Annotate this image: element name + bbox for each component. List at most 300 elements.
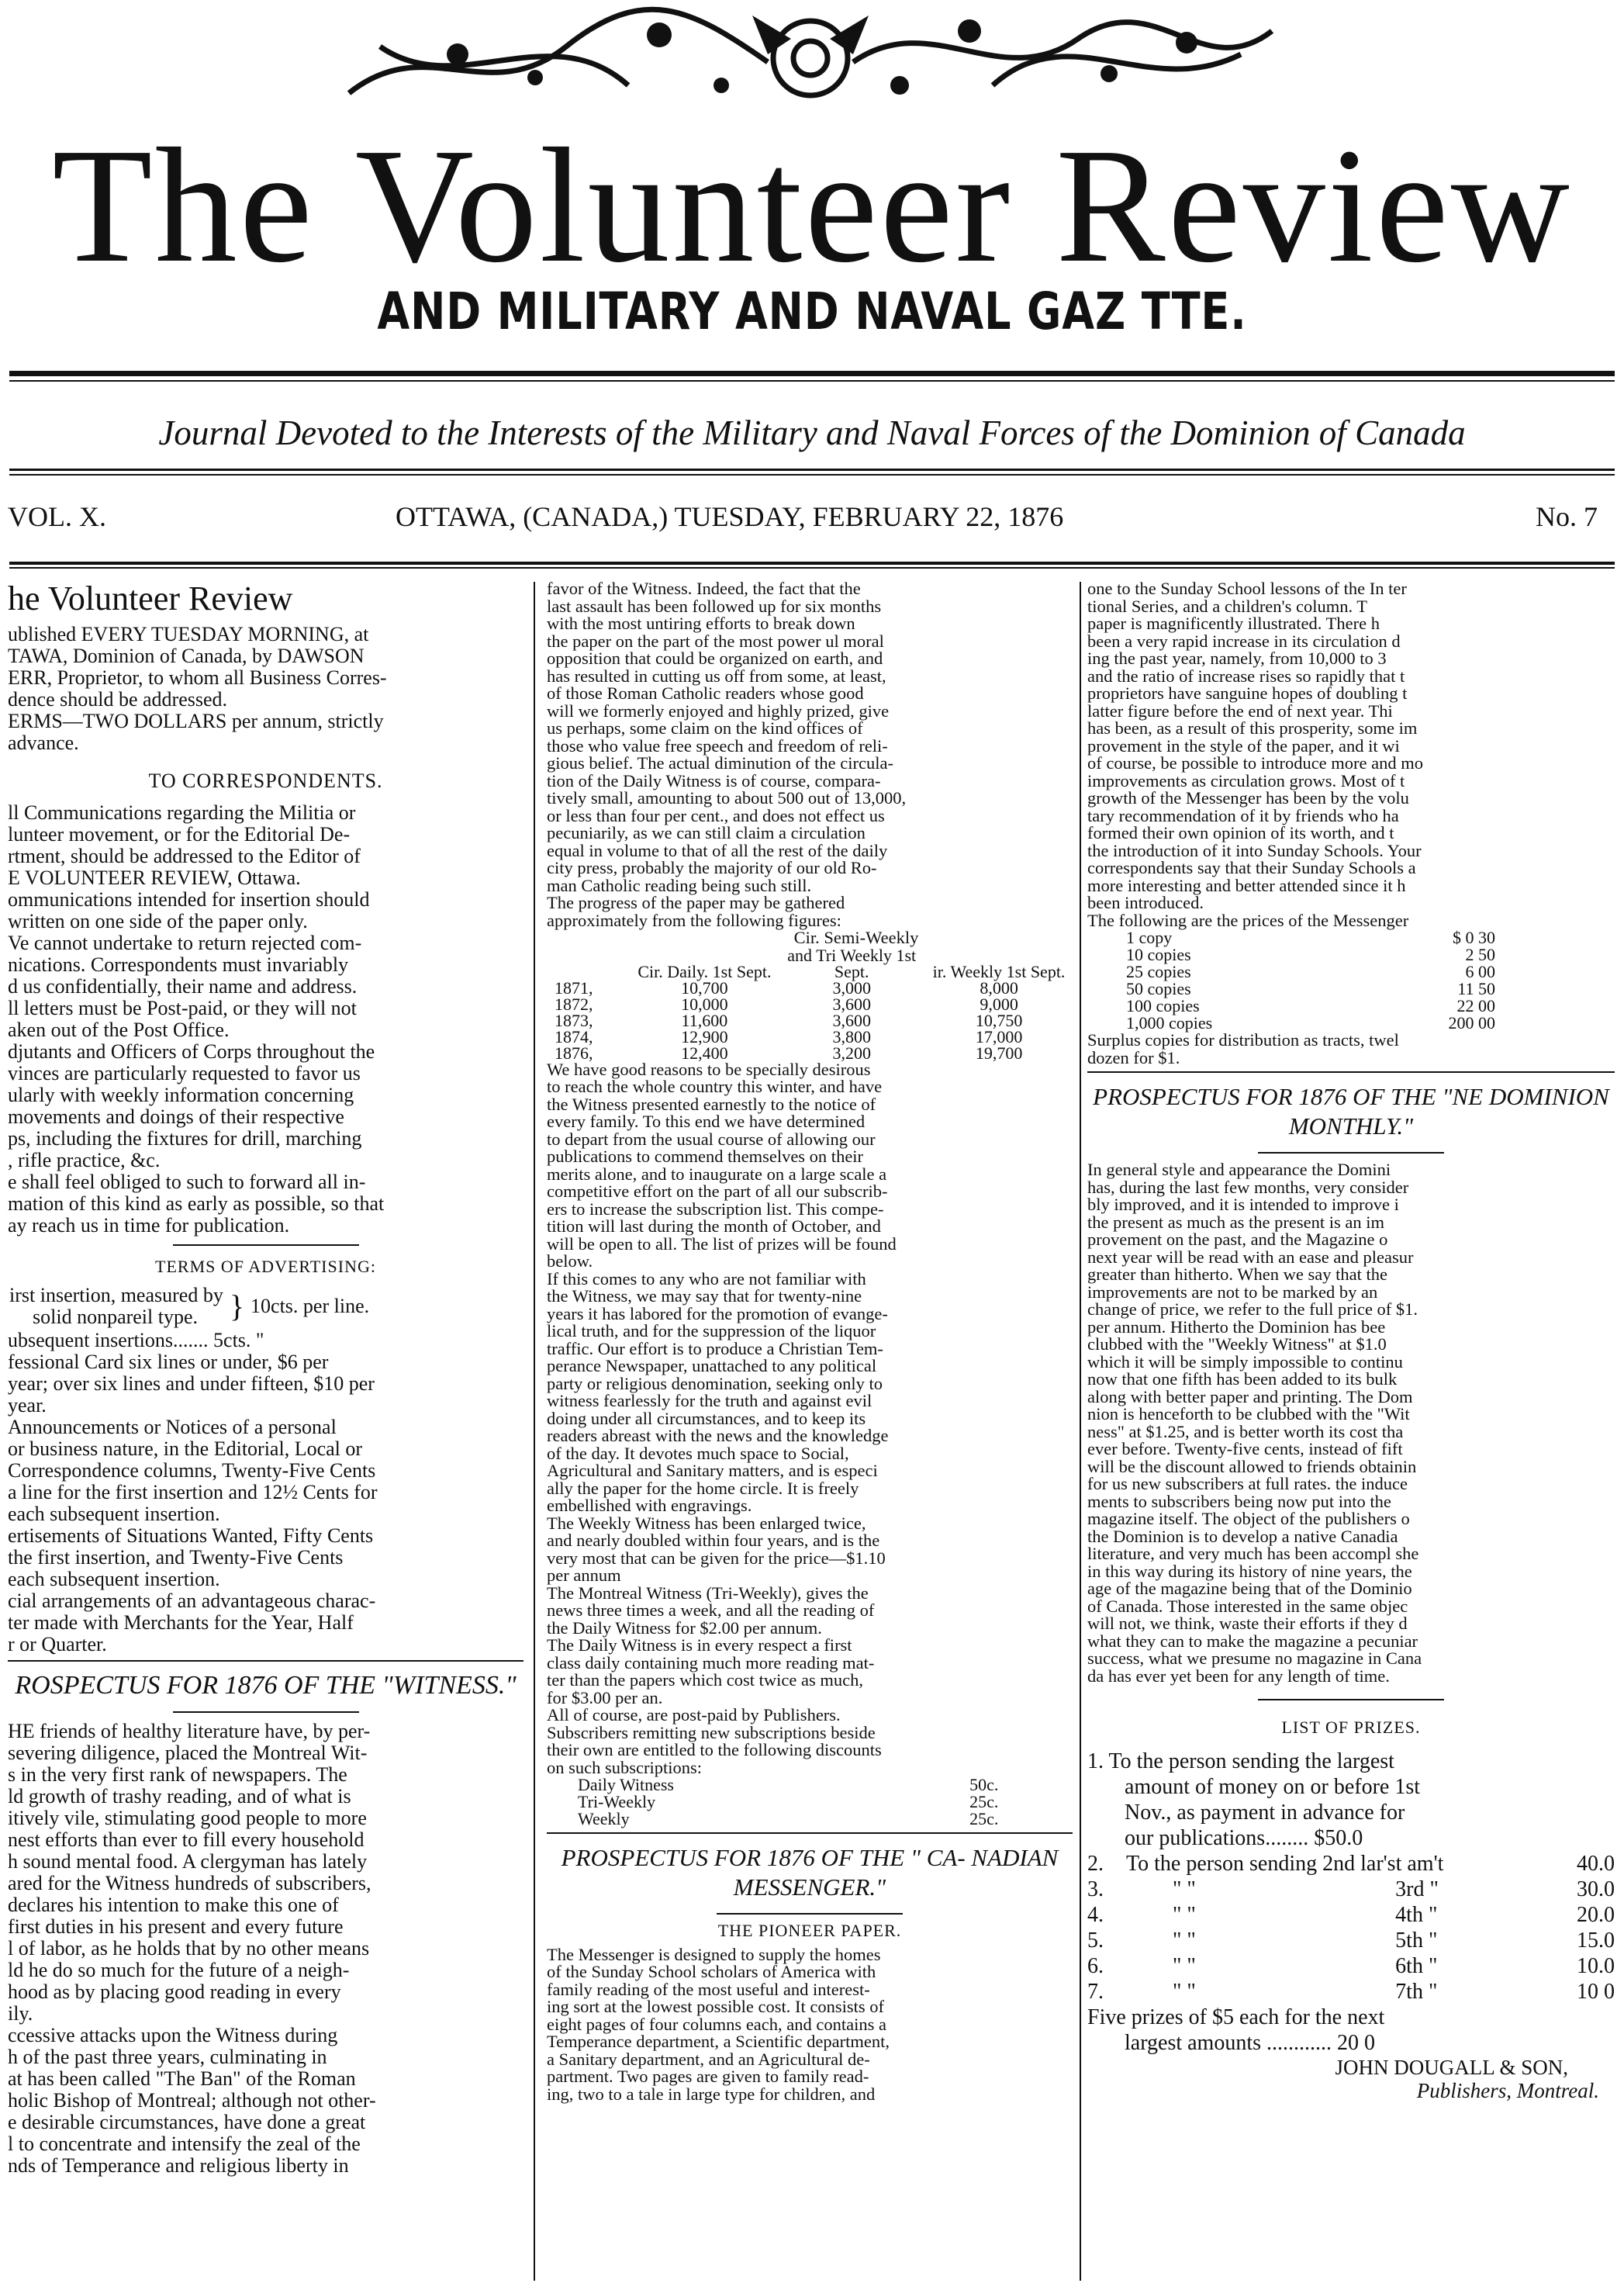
text-line: bly improved, and it is intended to improve i xyxy=(1087,1195,1399,1214)
text-line: will we formerly enjoyed and highly prized, give xyxy=(547,700,890,721)
text-line: to reach the whole country this winter, and have xyxy=(547,1077,883,1096)
masthead-ornament xyxy=(333,0,1287,109)
brace: } xyxy=(229,1289,245,1323)
dateline xyxy=(8,495,1613,538)
table-cell: 200 00 xyxy=(1448,1013,1495,1033)
table-cell: 10.0 xyxy=(1577,1954,1615,1978)
correspondents-block xyxy=(8,802,523,1237)
table-row xyxy=(1126,981,1495,998)
table-cell: 11 50 xyxy=(1457,979,1495,998)
table-cell: 3,200 xyxy=(832,1043,871,1063)
table-cell: 9,000 xyxy=(980,994,1018,1014)
table-cell: 3,600 xyxy=(832,994,871,1014)
witness-continued-block xyxy=(547,580,1073,929)
text-line: those who value free speech and freedom of reli- xyxy=(547,735,888,756)
text-line: paper is magnificently illustrated. There h xyxy=(1087,614,1380,633)
column-divider xyxy=(1080,582,1081,2281)
table-cell: 30.0 xyxy=(1577,1877,1615,1901)
text-line: provement on the past, and the Magazine o xyxy=(1087,1230,1388,1249)
advertising-rates xyxy=(8,1283,371,1330)
table-row xyxy=(547,1045,1073,1061)
text-line: the Dominion is to develop a native Canadia xyxy=(1087,1526,1398,1546)
text-line: pecuniarily, as we can still claim a circulation xyxy=(547,823,866,842)
text-line: the introduction of it into Sunday Schools. Your xyxy=(1087,840,1422,860)
text-line: Nov., as payment in advance for xyxy=(1125,1801,1405,1825)
text-line: in this way during its history of nine years, the xyxy=(1087,1561,1412,1581)
text-line: ter made with Merchants for the Year, Half xyxy=(8,1611,354,1634)
dominion-block xyxy=(1087,1161,1615,1685)
text-line: equal in volume to that of all the rest of the daily xyxy=(547,840,888,860)
table-cell: 3. xyxy=(1087,1877,1104,1901)
text-line: a Sanitary department, and an Agricultural de- xyxy=(547,2049,870,2069)
table-row xyxy=(1087,1851,1615,1877)
text-line: the paper on the part of the most power ul moral xyxy=(547,631,884,651)
text-line: and the ratio of increase rises so rapidly that t xyxy=(1087,666,1405,686)
text-line: tion of the Daily Witness is of course, compara- xyxy=(547,770,881,790)
text-line: solid nonpareil type. xyxy=(33,1306,199,1328)
text-line: ily. xyxy=(8,2002,33,2025)
table-header-row xyxy=(547,947,1073,980)
text-line: Announcements or Notices of a personal xyxy=(8,1416,337,1438)
table-row xyxy=(1126,963,1495,981)
text-line: success, what we presume no magazine in Cana xyxy=(1087,1648,1422,1668)
text-line: ally the paper for the home circle. It is freely xyxy=(547,1478,859,1498)
text-line: nications. Correspondents must invariably xyxy=(8,953,349,976)
table-cell: 1,000 copies xyxy=(1126,1013,1213,1033)
column-3 xyxy=(1087,580,1615,2279)
text-line: year. xyxy=(8,1394,47,1417)
text-line: l to concentrate and intensify the zeal of the xyxy=(8,2133,361,2155)
text-line: improvements as circulation grows. Most of t xyxy=(1087,770,1405,790)
text-line: Temperance department, a Scientific department, xyxy=(547,2032,890,2051)
table-cell: 1873, xyxy=(555,1010,593,1030)
text-line: severing diligence, placed the Montreal Wit- xyxy=(8,1742,368,1764)
text-line: ommunications intended for insertion should xyxy=(8,888,370,911)
text-line: now that one fifth has been added to its bulk xyxy=(1087,1369,1398,1389)
text-line: declares his intention to make this one of xyxy=(8,1894,339,1916)
divider xyxy=(717,1913,903,1915)
text-line: for $3.00 per an. xyxy=(547,1687,663,1707)
circulation-table xyxy=(547,947,1073,1061)
table-row xyxy=(1087,1928,1615,1953)
text-line: ever before. Twenty-five cents, instead of fift xyxy=(1087,1439,1403,1458)
text-line: for us new subscribers at full rates. the induce xyxy=(1087,1474,1408,1493)
text-line: greater than hitherto. When we say that the xyxy=(1087,1264,1387,1284)
text-line: irst insertion, measured by xyxy=(9,1284,223,1306)
text-line: been introduced. xyxy=(1087,893,1204,912)
text-line: advance. xyxy=(8,732,79,754)
text-line: written on one side of the paper only. xyxy=(8,910,308,932)
text-line: The Daily Witness is in every respect a first xyxy=(547,1635,852,1655)
text-line: provement in the style of the paper, and it wi xyxy=(1087,735,1400,756)
table-row xyxy=(578,1794,998,1811)
table-row xyxy=(1087,1877,1615,1902)
messenger-block xyxy=(547,1946,1073,2104)
table-cell: 4. xyxy=(1087,1903,1104,1927)
table-cell: 20.0 xyxy=(1577,1903,1615,1927)
text-line: one to the Sunday School lessons of the In ter xyxy=(1087,580,1407,598)
table-cell: 11,600 xyxy=(681,1010,728,1030)
table-cell: 10,750 xyxy=(975,1010,1023,1030)
text-line: city press, probably the majority of our old Ro- xyxy=(547,858,877,877)
table-cell: To the person sending 2nd lar'st am't xyxy=(1126,1852,1444,1876)
table-cell: 17,000 xyxy=(975,1026,1023,1046)
text-line: ments to subscribers being now put into the xyxy=(1087,1491,1391,1511)
table-cell: 7. xyxy=(1087,1980,1104,2004)
text-line: E VOLUNTEER REVIEW, Ottawa. xyxy=(8,867,301,889)
rule xyxy=(9,567,1615,569)
table-cell: 19,700 xyxy=(975,1043,1023,1063)
text-line: mation of this kind as early as possible, so that xyxy=(8,1192,385,1215)
table-row xyxy=(1087,1953,1615,1979)
text-line: formed their own opinion of its worth, and t xyxy=(1087,823,1394,842)
text-line: HE friends of healthy literature have, by per- xyxy=(8,1720,371,1742)
table-cell: 3,000 xyxy=(832,977,871,998)
table-cell: 10 copies xyxy=(1126,945,1191,964)
text-line: The following are the prices of the Messenger xyxy=(1087,910,1409,930)
text-line: opposition that could be organized on earth, and xyxy=(547,649,883,668)
text-line: cial arrangements of an advantageous charac- xyxy=(8,1590,376,1612)
text-line: improvements are not to be marked by an xyxy=(1087,1282,1378,1302)
text-line: of Canada. Those interested in the same objec xyxy=(1087,1596,1408,1616)
text-line: first duties in his present and every future xyxy=(8,1915,344,1938)
table-cell: 50 copies xyxy=(1126,979,1191,998)
review-heading: he Volunteer Review xyxy=(8,580,293,617)
text-line: below. xyxy=(547,1251,593,1271)
volume-label: VOL. X. xyxy=(8,501,106,532)
text-line: their own are entitled to the following discounts xyxy=(547,1740,882,1759)
text-line: ularly with weekly information concerning xyxy=(8,1084,354,1106)
text-line: readers abreast with the news and the knowledge xyxy=(547,1426,889,1445)
table-cell: 25 copies xyxy=(1126,962,1191,981)
table-row xyxy=(1087,1979,1615,2005)
text-line: last assault has been followed up for six months xyxy=(547,596,882,616)
text-line: very most that can be given for the price—$1.10 xyxy=(547,1548,886,1568)
text-line: e shall feel obliged to such to forward all in- xyxy=(8,1171,366,1193)
text-line: , rifle practice, &c. xyxy=(8,1149,161,1171)
text-line: on such subscriptions: xyxy=(547,1757,702,1777)
table-cell: 2. xyxy=(1087,1852,1104,1876)
table-cell: 6 00 xyxy=(1465,962,1495,981)
text-line: nest efforts than ever to fill every household xyxy=(8,1828,365,1851)
text-line: gious belief. The actual diminution of the circula- xyxy=(547,753,893,773)
text-line: ll Communications regarding the Militia or xyxy=(8,801,356,824)
table-cell: 1871, xyxy=(555,977,593,998)
text-line: Ve cannot undertake to return rejected com- xyxy=(8,932,362,954)
text-line: h of the past three years, culminating in xyxy=(8,2046,327,2068)
text-line: family reading of the most useful and interest- xyxy=(547,1979,870,1999)
text-line: magazine itself. The object of the publishers o xyxy=(1087,1509,1410,1528)
text-line: of the Sunday School scholars of America with xyxy=(547,1962,876,1981)
table-row xyxy=(547,1029,1073,1045)
table-cell: 1876, xyxy=(555,1043,593,1063)
text-line: embellished with engravings. xyxy=(547,1496,752,1515)
text-line: nds of Temperance and religious liberty in xyxy=(8,2154,349,2177)
text-line: competitive effort on the part of all our subscrib- xyxy=(547,1181,888,1201)
text-line: The progress of the paper may be gathered xyxy=(547,893,845,912)
text-line: news three times a week, and all the reading of xyxy=(547,1600,875,1620)
text-line: eight pages of four columns each, and contains a xyxy=(547,2014,886,2034)
pioneer-heading: THE PIONEER PAPER. xyxy=(717,1921,902,1940)
text-line: ld he do so much for the future of a neigh- xyxy=(8,1959,350,1981)
dominion-prospectus-title: PROSPECTUS FOR 1876 OF THE "NE DOMINION MONTHLY." xyxy=(1093,1083,1609,1140)
text-line: amount of money on or before 1st xyxy=(1125,1775,1421,1799)
divider xyxy=(1087,1071,1615,1073)
divider xyxy=(8,1660,523,1662)
table-cell: 22 00 xyxy=(1456,996,1495,1015)
text-line: dence should be addressed. xyxy=(8,688,228,711)
text-line: l of labor, as he holds that by no other means xyxy=(8,1937,370,1960)
text-line: has been, as a result of this prosperity, some im xyxy=(1087,718,1418,738)
text-line: h sound mental food. A clergyman has lately xyxy=(8,1850,368,1873)
table-cell: 6. xyxy=(1087,1954,1104,1978)
table-cell: " " xyxy=(1173,1929,1196,1953)
witness-continued-block-2 xyxy=(547,1061,1073,1777)
advertising-heading: TERMS OF ADVERTISING: xyxy=(155,1257,376,1276)
text-line: perance Newspaper, unattached to any political xyxy=(547,1356,877,1375)
table-cell: Daily Witness xyxy=(578,1775,674,1794)
text-line: rtment, should be addressed to the Editor of xyxy=(8,845,361,867)
text-line: the Daily Witness for $2.00 per annum. xyxy=(547,1617,822,1638)
table-cell: 15.0 xyxy=(1577,1929,1615,1953)
text-line: holic Bishop of Montreal; although not other- xyxy=(8,2089,376,2112)
text-line: ing the past year, namely, from 10,000 to 3 xyxy=(1087,649,1387,668)
table-cell: 5. xyxy=(1087,1929,1104,1953)
date-label: OTTAWA, (CANADA,) TUESDAY, FEBRUARY 22, 1876 xyxy=(396,501,1064,532)
divider xyxy=(173,1244,359,1246)
table-header-top: Cir. Semi-Weekly xyxy=(793,928,919,947)
table-cell: 10 0 xyxy=(1577,1980,1615,2004)
table-row xyxy=(547,980,1073,996)
column-divider xyxy=(534,582,535,2281)
text-line: vinces are particularly requested to favor us xyxy=(8,1062,361,1084)
table-row xyxy=(1126,929,1495,946)
text-line: been a very rapid increase in its circulation d xyxy=(1087,631,1401,651)
rule xyxy=(9,380,1615,382)
text-line: witness fearlessly for the truth and against evil xyxy=(547,1391,872,1410)
text-line: Correspondence columns, Twenty-Five Cents xyxy=(8,1459,376,1482)
text-line: per annum. Hitherto the Dominion has bee xyxy=(1087,1316,1386,1337)
column-header: and Tri Weekly 1st Sept. xyxy=(787,945,917,981)
text-line: the present as much as the present is an im xyxy=(1087,1212,1385,1232)
table-cell: 4th " xyxy=(1395,1903,1438,1927)
text-line: fessional Card six lines or under, $6 per xyxy=(8,1351,329,1373)
surplus-block xyxy=(1087,1032,1615,1067)
text-line: us perhaps, some claim on the kind offices of xyxy=(547,718,863,738)
column-2 xyxy=(547,580,1073,2279)
text-line: Agricultural and Sanitary matters, and is especi xyxy=(547,1461,878,1480)
text-line: ERR, Proprietor, to whom all Business Corres- xyxy=(8,666,387,689)
text-line: s in the very first rank of newspapers. The xyxy=(8,1763,347,1786)
text-line: literature, and very much has been accompl she xyxy=(1087,1544,1419,1563)
text-line: aken out of the Post Office. xyxy=(8,1019,230,1041)
table-cell: 12,400 xyxy=(681,1043,728,1063)
table-cell: 25c. xyxy=(969,1792,999,1811)
text-line: has, during the last few months, very consider xyxy=(1087,1177,1409,1197)
prizes-table xyxy=(1087,1851,1615,2005)
text-line: e desirable circumstances, have done a great xyxy=(8,2111,366,2133)
masthead-title: The Volunteer Review xyxy=(52,114,1572,296)
table-cell: 3,600 xyxy=(832,1010,871,1030)
text-line: years it has labored for the promotion of evange- xyxy=(547,1303,888,1323)
text-line: which it will be simply impossible to continu xyxy=(1087,1351,1403,1372)
text-line: ublished EVERY TUESDAY MORNING, at xyxy=(8,623,369,645)
column-header xyxy=(547,947,631,980)
text-line: clubbed with the "Weekly Witness" at $1.0 xyxy=(1087,1334,1387,1354)
text-line: approximately from the following figures: xyxy=(547,910,841,930)
table-row xyxy=(578,1811,998,1828)
table-cell: 10,700 xyxy=(681,977,728,998)
masthead-subtitle: AND MILITARY AND NAVAL GAZ TTE. xyxy=(377,282,1247,341)
text-line: ld growth of trashy reading, and of what is xyxy=(8,1785,351,1807)
text-line: of course, be possible to introduce more and mo xyxy=(1087,753,1424,773)
text-line: more interesting and better attended since it h xyxy=(1087,875,1406,895)
table-row xyxy=(1126,998,1495,1015)
rule xyxy=(9,562,1615,565)
text-line: the Witness presented earnestly to the notice of xyxy=(547,1094,876,1114)
text-line: will be the discount allowed to friends obtainin xyxy=(1087,1456,1417,1476)
text-line: ers to increase the subscription list. This compe- xyxy=(547,1199,884,1219)
text-line: a line for the first insertion and 12½ Cents for xyxy=(8,1481,378,1503)
text-line: We have good reasons to be specially desirous xyxy=(547,1059,871,1079)
text-line: ertisements of Situations Wanted, Fifty Cents xyxy=(8,1524,374,1547)
table-cell: 10,000 xyxy=(681,994,728,1014)
messenger-prices xyxy=(1126,929,1495,1032)
table-cell: " " xyxy=(1173,1980,1196,2004)
witness-prospectus-block xyxy=(8,1721,523,2177)
table-row xyxy=(1087,1902,1615,1928)
text-line: tively small, amounting to about 500 out of 13,000, xyxy=(547,788,907,808)
text-line: ing sort at the lowest possible cost. It consists of xyxy=(547,1997,884,2016)
table-row xyxy=(1126,946,1495,963)
divider xyxy=(1258,1152,1444,1154)
text-line: party or religious denomination, seeking only to xyxy=(547,1373,883,1393)
divider xyxy=(1258,1699,1444,1700)
text-line: itively vile, stimulating good people to more xyxy=(8,1807,367,1829)
rule xyxy=(9,474,1615,476)
text-line: tary recommendation of it by friends who ha xyxy=(1087,805,1399,825)
table-cell: 12,900 xyxy=(681,1026,728,1046)
advertising-block xyxy=(8,1330,523,1655)
text-line: djutants and Officers of Corps throughout the xyxy=(8,1040,375,1063)
text-line: age of the magazine being that of the Dominio xyxy=(1087,1579,1412,1598)
text-line: proprietors have sanguine hopes of doubling t xyxy=(1087,683,1408,703)
text-line: 1. To the person sending the largest xyxy=(1087,1749,1394,1773)
table-cell: 1872, xyxy=(555,994,593,1014)
text-line: has resulted in cutting us off from some, at least, xyxy=(547,666,886,686)
table-cell: 3rd " xyxy=(1395,1877,1439,1901)
text-line: change of price, we refer to the full price of $1. xyxy=(1087,1299,1418,1319)
rule xyxy=(9,469,1615,471)
discounts-table xyxy=(578,1776,998,1828)
publisher-location: Publishers, Montreal. xyxy=(1416,2079,1599,2102)
text-line: ness" at $1.25, and is better worth its cost tha xyxy=(1087,1421,1404,1441)
text-line: ERMS—TWO DOLLARS per annum, strictly xyxy=(8,710,384,732)
text-line: The Weekly Witness has been enlarged twice, xyxy=(547,1513,866,1533)
text-line: ps, including the fixtures for drill, marching xyxy=(8,1127,362,1150)
text-line: hood as by placing good reading in every xyxy=(8,1980,341,2003)
text-line: or less than four per cent., and does not effect us xyxy=(547,805,885,825)
text-line: class daily containing much more reading mat- xyxy=(547,1652,875,1673)
table-cell: " " xyxy=(1173,1877,1196,1901)
text-line: tition will last during the month of October, and xyxy=(547,1216,881,1236)
rate-label xyxy=(9,1285,223,1328)
text-line: growth of the Messenger has been by the volu xyxy=(1087,788,1409,808)
text-line: per annum xyxy=(547,1565,621,1585)
text-line: TAWA, Dominion of Canada, by DAWSON xyxy=(8,645,365,667)
table-cell: 6th " xyxy=(1395,1954,1438,1978)
table-cell: 1874, xyxy=(555,1026,593,1046)
text-line: r or Quarter. xyxy=(8,1633,107,1655)
table-cell: 40.0 xyxy=(1577,1852,1615,1876)
column-header: Cir. Daily. 1st Sept. xyxy=(638,961,772,981)
text-line: merits alone, and to inaugurate on a large scale a xyxy=(547,1164,887,1184)
text-line: correspondents say that their Sunday Schools a xyxy=(1087,858,1416,877)
text-line: to depart from the usual course of allowing our xyxy=(547,1129,876,1149)
text-line: da has ever yet been for any length of time. xyxy=(1087,1666,1390,1686)
text-line: with the most untiring efforts to break down xyxy=(547,614,855,633)
text-line: nion is henceforth to be clubbed with the "Wit xyxy=(1087,1404,1410,1423)
messenger-continued-block xyxy=(1087,580,1615,929)
rule xyxy=(9,371,1615,376)
text-line: our publications........ $50.0 xyxy=(1125,1826,1363,1850)
column-header: ir. Weekly 1st Sept. xyxy=(932,961,1066,981)
intro-block xyxy=(8,624,523,754)
text-line: along with better paper and printing. The Dom xyxy=(1087,1386,1413,1406)
prize-first xyxy=(1087,1749,1615,1851)
table-cell: 1 copy xyxy=(1126,928,1173,947)
table-row xyxy=(547,996,1073,1012)
text-line: what they can to make the magazine a pecuniar xyxy=(1087,1631,1418,1651)
prizes-heading: LIST OF PRIZES. xyxy=(1281,1718,1421,1737)
table-cell: 2 50 xyxy=(1465,945,1495,964)
text-line: ter than the papers which cost twice as much, xyxy=(547,1670,863,1690)
table-row xyxy=(547,1012,1073,1029)
divider xyxy=(547,1832,1073,1834)
witness-prospectus-title: ROSPECTUS FOR 1876 OF THE "WITNESS." xyxy=(15,1671,517,1700)
text-line: or business nature, in the Editorial, Local or xyxy=(8,1437,363,1460)
table-cell: 50c. xyxy=(969,1775,999,1794)
table-cell: 5th " xyxy=(1395,1929,1438,1953)
text-line: Five prizes of $5 each for the next xyxy=(1087,2005,1385,2029)
text-line: dozen for $1. xyxy=(1087,1047,1180,1067)
text-line: The Messenger is designed to supply the homes xyxy=(547,1944,881,1964)
text-line: of those Roman Catholic readers whose good xyxy=(547,683,864,703)
table-cell: 25c. xyxy=(969,1809,999,1828)
text-line: In general style and appearance the Domini xyxy=(1087,1160,1391,1179)
table-cell: 3,800 xyxy=(832,1026,871,1046)
text-line: latter figure before the end of next year. Thi xyxy=(1087,700,1393,721)
text-line: doing under all circumstances, and to keep its xyxy=(547,1408,866,1428)
table-cell: 8,000 xyxy=(980,977,1018,998)
text-line: every family. To this end we have determined xyxy=(547,1112,866,1131)
table-cell: " " xyxy=(1173,1903,1196,1927)
publisher-signature: JOHN DOUGALL & SON, xyxy=(1335,2056,1568,2079)
text-line: ccessive attacks upon the Witness during xyxy=(8,2024,338,2046)
text-line: man Catholic reading being such still. xyxy=(547,875,812,895)
tagline: Journal Devoted to the Interests of the Military and Naval Forces of the Dominion of Canada xyxy=(158,413,1466,452)
text-line: ing, two to a tale in large type for children, and xyxy=(547,2084,876,2104)
text-line: of the day. It devotes much space to Social, xyxy=(547,1443,849,1463)
text-line: traffic. Our effort is to produce a Christian Tem- xyxy=(547,1338,883,1358)
text-line: and nearly doubled within four years, and is the xyxy=(547,1531,880,1550)
text-line: d us confidentially, their name and address. xyxy=(8,975,358,998)
correspondents-heading: TO CORRESPONDENTS. xyxy=(148,770,383,792)
text-line: lical truth, and for the suppression of the liquor xyxy=(547,1321,876,1340)
text-line: If this comes to any who are not familiar with xyxy=(547,1268,866,1289)
text-line: favor of the Witness. Indeed, the fact that the xyxy=(547,580,861,598)
text-line: Subscribers remitting new subscriptions beside xyxy=(547,1722,876,1742)
